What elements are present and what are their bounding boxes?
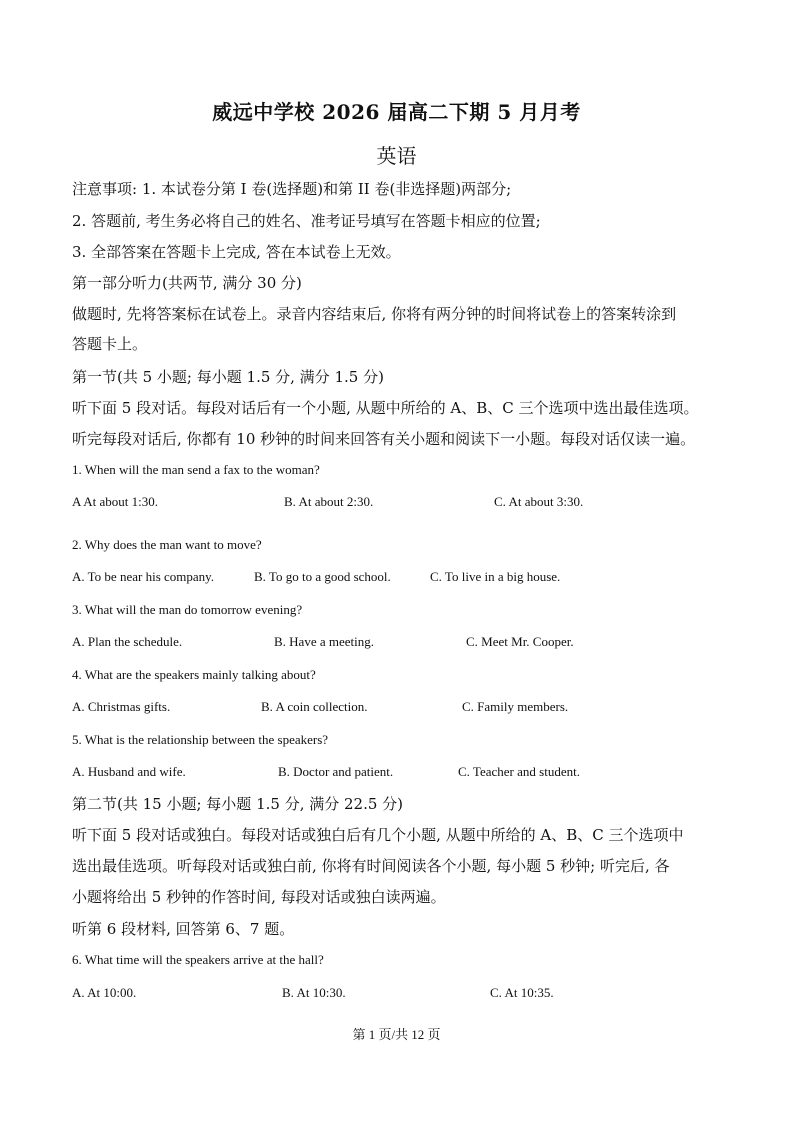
section1-instruction-1: 听下面 5 段对话。每段对话后有一个小题, 从题中所给的 A、B、C 三个选项中选出最佳选项。 xyxy=(72,399,699,417)
part1-instruction-2: 答题卡上。 xyxy=(72,335,148,353)
question-4-option-c: C. Family members. xyxy=(462,699,569,714)
page-number: 第 1 页/共 12 页 xyxy=(352,1027,441,1042)
section1-instruction-2: 听完每段对话后, 你都有 10 秒钟的时间来回答有关小题和阅读下一小题。每段对话仅读一遍。 xyxy=(72,430,696,448)
question-3-option-c: C. Meet Mr. Cooper. xyxy=(466,634,574,649)
question-4: 4. What are the speakers mainly talking about? xyxy=(72,667,316,682)
part1-instruction-1: 做题时, 先将答案标在试卷上。录音内容结束后, 你将有两分钟的时间将试卷上的答案转涂到 xyxy=(72,305,677,323)
question-4-option-a: A. Christmas gifts. xyxy=(72,699,171,714)
question-1-option-a: A At about 1:30. xyxy=(72,494,158,509)
question-5: 5. What is the relationship between the speakers? xyxy=(72,732,329,747)
exam-subject: 英语 xyxy=(376,144,417,168)
question-5-option-a: A. Husband and wife. xyxy=(72,764,186,779)
notes-line-3: 3. 全部答案在答题卡上完成, 答在本试卷上无效。 xyxy=(72,243,401,261)
question-6-option-c: C. At 10:35. xyxy=(490,985,554,1000)
question-4-option-b: B. A coin collection. xyxy=(261,699,368,714)
question-1-option-b: B. At about 2:30. xyxy=(284,494,374,509)
question-3-option-a: A. Plan the schedule. xyxy=(72,634,183,649)
section2-instruction-3: 小题将给出 5 秒钟的作答时间, 每段对话或独白读两遍。 xyxy=(72,888,446,906)
notes-line-1: 注意事项: 1. 本试卷分第 I 卷(选择题)和第 II 卷(非选择题)两部分; xyxy=(72,180,512,198)
question-5-option-c: C. Teacher and student. xyxy=(458,764,580,779)
question-1: 1. When will the man send a fax to the woman? xyxy=(72,462,320,477)
question-3-option-b: B. Have a meeting. xyxy=(274,634,374,649)
question-2: 2. Why does the man want to move? xyxy=(72,537,262,552)
question-6: 6. What time will the speakers arrive at the hall? xyxy=(72,952,324,967)
section2-heading: 第二节(共 15 小题; 每小题 1.5 分, 满分 22.5 分) xyxy=(72,795,404,813)
question-2-option-b: B. To go to a good school. xyxy=(254,569,391,584)
question-5-option-b: B. Doctor and patient. xyxy=(278,764,394,779)
section2-instruction-1: 听下面 5 段对话或独白。每段对话或独白后有几个小题, 从题中所给的 A、B、C 三个选项中 xyxy=(72,826,684,844)
section1-heading: 第一节(共 5 小题; 每小题 1.5 分, 满分 1.5 分) xyxy=(72,368,384,386)
exam-title: 威远中学校 2026 届高二下期 5 月月考 xyxy=(212,100,581,124)
section2-instruction-2: 选出最佳选项。听每段对话或独白前, 你将有时间阅读各个小题, 每小题 5 秒钟; 听完后, 各 xyxy=(72,857,670,875)
question-3: 3. What will the man do tomorrow evening? xyxy=(72,602,303,617)
material-6-heading: 听第 6 段材料, 回答第 6、7 题。 xyxy=(72,920,295,938)
question-2-option-c: C. To live in a big house. xyxy=(430,569,561,584)
question-6-option-a: A. At 10:00. xyxy=(72,985,137,1000)
question-2-option-a: A. To be near his company. xyxy=(72,569,215,584)
question-6-option-b: B. At 10:30. xyxy=(282,985,346,1000)
question-1-option-c: C. At about 3:30. xyxy=(494,494,584,509)
notes-line-2: 2. 答题前, 考生务必将自己的姓名、准考证号填写在答题卡相应的位置; xyxy=(72,212,541,230)
part1-heading: 第一部分听力(共两节, 满分 30 分) xyxy=(72,274,302,292)
